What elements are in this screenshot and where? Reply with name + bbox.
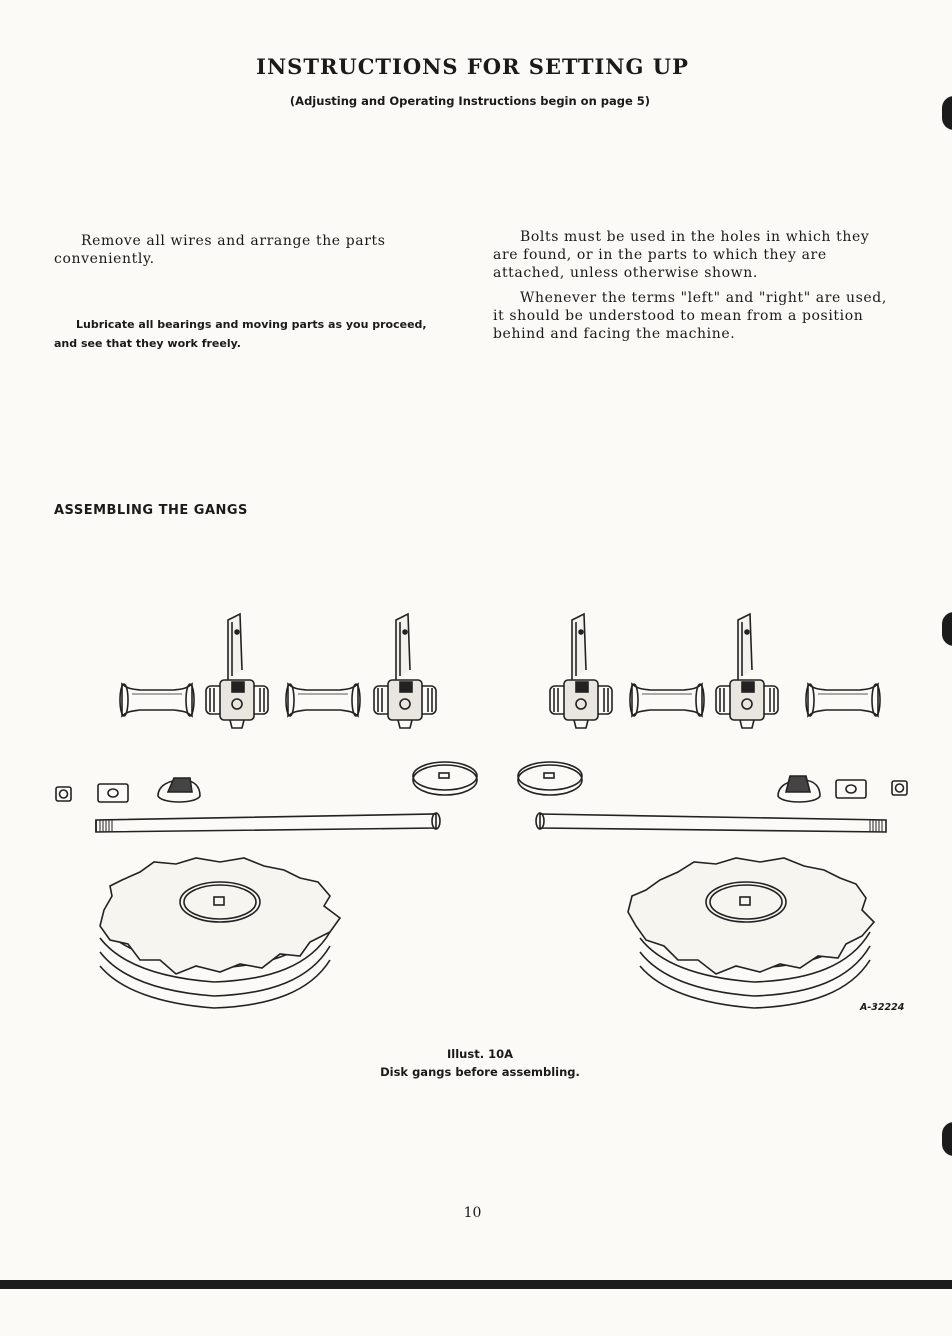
- binder-tab-top: [942, 96, 952, 130]
- page-edge-bar: [0, 1280, 952, 1289]
- page-number: 10: [463, 1205, 482, 1221]
- binder-tab-bottom: [942, 1122, 952, 1156]
- left-right-paragraph: Whenever the terms "left" and "right" are used, it should be understood to mean from a position behind and facing the machine.: [493, 290, 887, 342]
- figure-caption-text: Disk gangs before assembling.: [380, 1065, 580, 1079]
- left-column: [54, 232, 432, 353]
- intro-paragraph: Remove all wires and arrange the parts conveniently.: [54, 233, 386, 267]
- binder-tab-middle: [942, 612, 952, 646]
- section-heading: ASSEMBLING THE GANGS: [54, 503, 248, 518]
- figure-caption-number: Illust. 10A: [447, 1047, 513, 1061]
- page-subtitle: (Adjusting and Operating Instructions begin on page 5): [289, 94, 651, 108]
- bolts-paragraph: Bolts must be used in the holes in which they are found, or in the parts to which they are attached, unless otherwise shown.: [493, 229, 870, 281]
- figure-code: A-32224: [860, 1002, 905, 1013]
- right-column: [493, 228, 893, 343]
- lubrication-note: Lubricate all bearings and moving parts as you proceed, and see that they work freely.: [54, 318, 427, 350]
- page-title: INSTRUCTIONS FOR SETTING UP: [256, 54, 689, 79]
- disk-gangs-illustration: [0, 600, 952, 1020]
